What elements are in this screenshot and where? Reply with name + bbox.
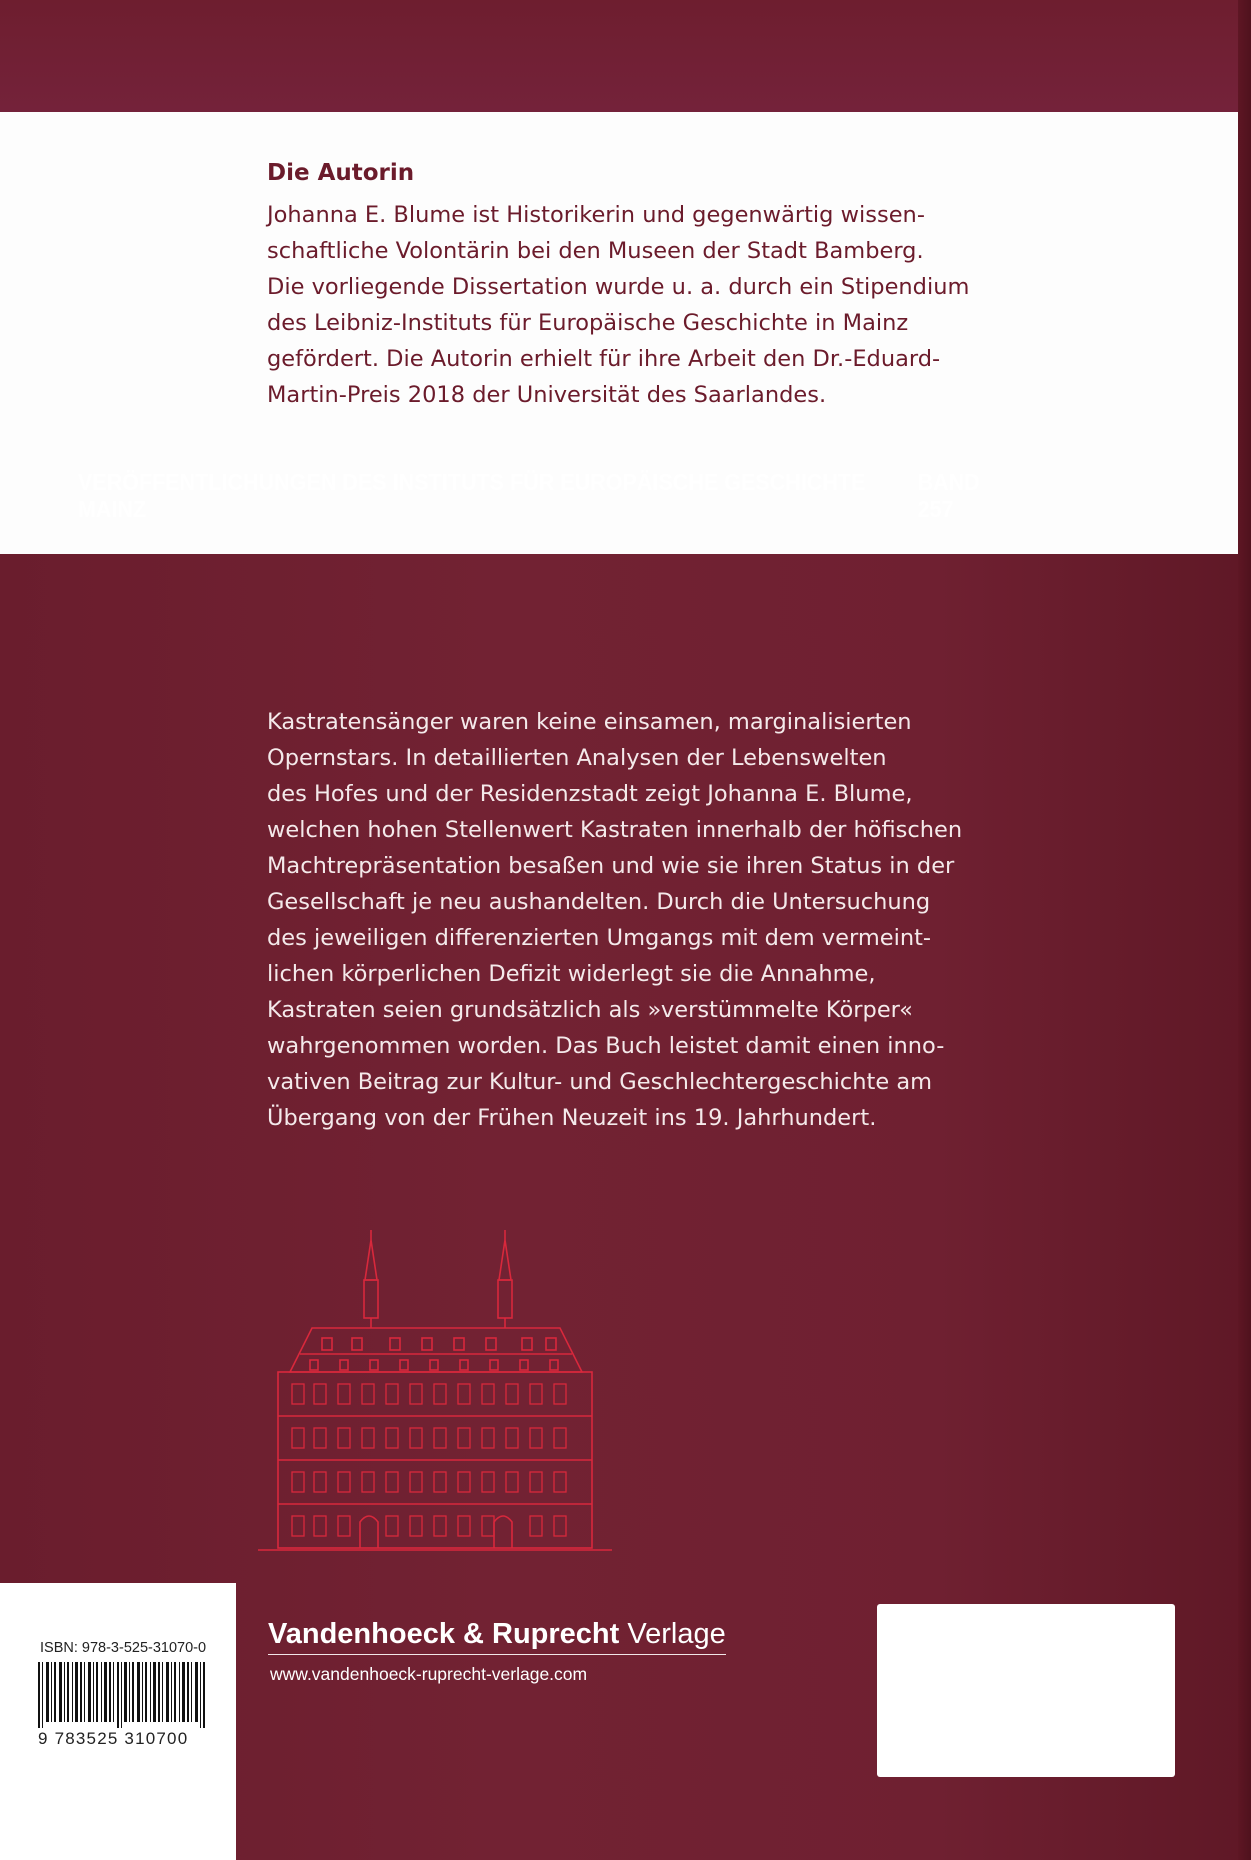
publisher-name bbox=[268, 1618, 726, 1655]
series-volume: BAND 257 bbox=[917, 469, 980, 522]
book-summary-text: Kastratensänger waren keine einsamen, marginalisierten Opernstars. In detaillierten Analysen der Lebenswelten des Hofes und der Residenzstadt zeigt Johanna E. Blume, welchen hohen Stellenwert Kastraten innerhalb der höfischen Machtrepräsentation besaßen und wie sie ihren Status in der Gesellschaft je neu aushandelten. Durch die Untersuchung des jeweiligen differenzierten Umgangs mit dem vermeint- lichen körperlichen Defizit widerlegt sie die Annahme, Kastraten seien grundsätzlich als »verstümmelte Körper« wahrgenommen worden. Das Buch leistet damit einen inno- vativen Beitrag zur Kultur- und Geschlechtergeschichte am Übergang von der Frühen Neuzeit ins 19. Jahrhundert. bbox=[267, 709, 963, 1131]
barcode-digits: 9 783525 310700 bbox=[38, 1729, 189, 1748]
top-color-band bbox=[0, 0, 1251, 112]
publisher-name-suffix: Verlage bbox=[627, 1618, 726, 1650]
series-title: VERÖFFENTLICHUNGEN DES INSTITUTS FÜR EUROPÄISCHE GESCHICHTE MAINZ bbox=[78, 469, 866, 522]
author-bio-text: Johanna E. Blume ist Historikerin und gegenwärtig wissen- schaftliche Volontärin bei den Museen der Stadt Bamberg. Die vorliegende Dissertation wurde u. a. durch ein Stipendium des Leibniz-Instituts für Europäische Geschichte in Mainz gefördert. Die Autorin erhielt für ihre Arbeit den Dr.-Eduard- Martin-Preis 2018 der Universität des Saarlandes. bbox=[267, 202, 970, 408]
cover-edge bbox=[1238, 0, 1251, 1860]
barcode-icon bbox=[38, 1662, 208, 1728]
publisher-name-main: Vandenhoeck & Ruprecht bbox=[268, 1618, 620, 1650]
isbn-label: ISBN: 978-3-525-31070-0 bbox=[40, 1640, 207, 1656]
building-line-drawing-icon bbox=[250, 1230, 620, 1560]
series-line bbox=[78, 469, 1019, 523]
blank-label-box bbox=[877, 1604, 1175, 1777]
author-heading: Die Autorin bbox=[267, 160, 415, 186]
publisher-url: www.vandenhoeck-ruprecht-verlage.com bbox=[270, 1664, 588, 1684]
